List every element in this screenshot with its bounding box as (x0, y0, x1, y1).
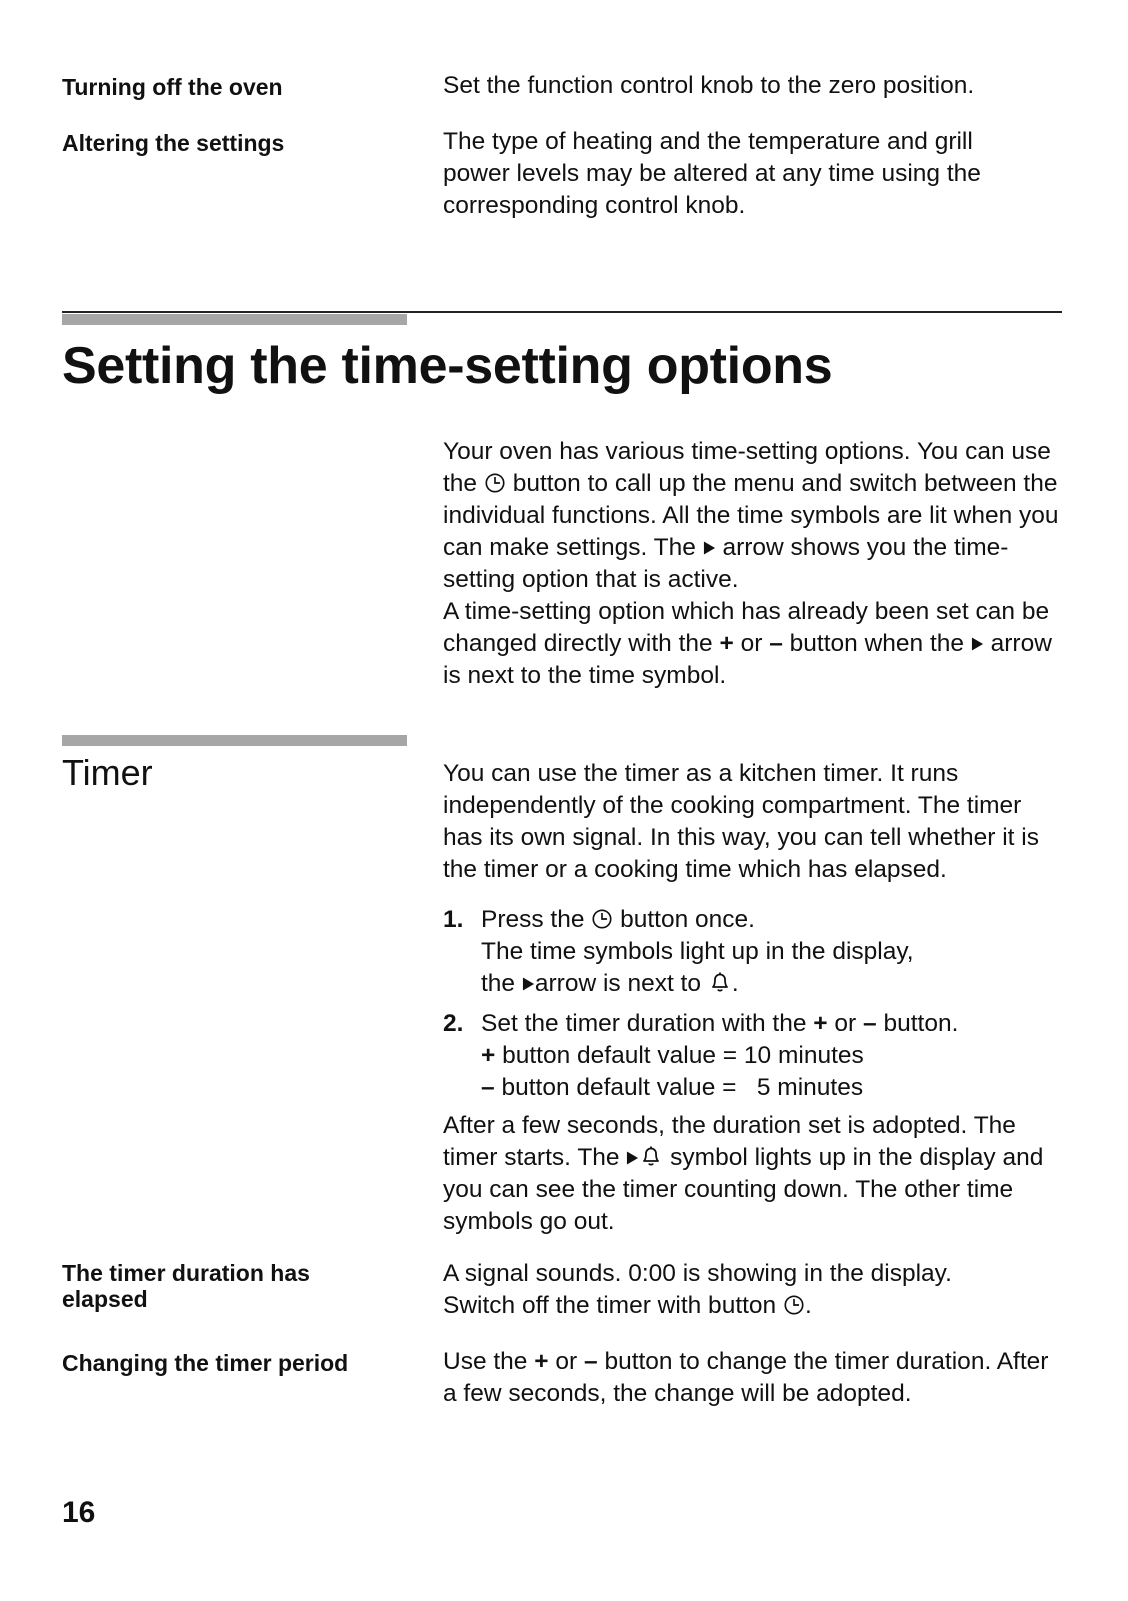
intro-paragraph-1: Your oven has various time-setting options. You can use the button to call up the menu and switch between the individual functions. All the time symbols are lit when you can make settings. The arrow shows you the time-setting option that is active. (443, 438, 1059, 593)
plus-symbol: + (719, 630, 734, 657)
timer-elapsed-label: The timer duration has elapsed (62, 1260, 310, 1312)
section-grey-bar (62, 314, 407, 325)
turning-off-label: Turning off the oven (62, 74, 283, 100)
intro-paragraph-2: A time-setting option which has already been set can be changed directly with the + or – button when the arrow is next to the time symbol. (443, 598, 1052, 689)
step-number: 2. (443, 1010, 464, 1037)
timer-intro: You can use the timer as a kitchen timer. It runs independently of the cooking compartment. The timer has its own signal. In this way, you can tell whether it is the timer or a cooking time which has elapsed. (443, 760, 1039, 883)
minus-symbol: – (481, 1074, 495, 1101)
clock-icon (783, 1294, 805, 1316)
timer-steps (443, 904, 1063, 1104)
minus-symbol: – (583, 1348, 598, 1375)
changing-timer-text: Use the + or – button to change the timer duration. After a few seconds, the change will be adopted. (443, 1348, 1049, 1407)
plus-symbol: + (813, 1010, 828, 1037)
altering-settings-text: The type of heating and the temperature and grill power levels may be altered at any time using the corresponding control knob. (443, 128, 981, 219)
timer-after: After a few seconds, the duration set is adopted. The timer starts. The symbol lights up in the display and you can see the timer counting down. The other time symbols go out. (443, 1112, 1044, 1235)
section-title: Setting the time-setting options (62, 337, 833, 395)
bell-icon (708, 970, 732, 994)
changing-timer-label: Changing the timer period (62, 1350, 349, 1376)
minus-symbol: – (863, 1010, 877, 1037)
altering-settings-label: Altering the settings (62, 130, 285, 156)
step-1: 1. Press the button once. The time symbols light up in the display, the arrow is next to . (443, 906, 914, 997)
plus-symbol: + (534, 1348, 549, 1375)
arrow-icon (971, 636, 984, 652)
arrow-icon (626, 1150, 639, 1166)
turning-off-text: Set the function control knob to the zero position. (443, 72, 975, 99)
bell-icon (639, 1144, 663, 1168)
section-rule (62, 311, 1062, 313)
arrow-icon (522, 976, 535, 992)
timer-title: Timer (62, 752, 153, 793)
page-number: 16 (62, 1496, 96, 1529)
section-intro (443, 436, 1063, 692)
plus-symbol: + (481, 1042, 496, 1069)
timer-elapsed-text: A signal sounds. 0:00 is showing in the display. Switch off the timer with button . (443, 1260, 952, 1319)
timer-grey-bar (62, 735, 407, 746)
minus-symbol: – (769, 630, 783, 657)
arrow-icon (703, 540, 716, 556)
clock-icon (591, 908, 613, 930)
step-number: 1. (443, 906, 464, 933)
step-2: 2. Set the timer duration with the + or – button. + button default value = 10 minutes – button default value = 5 minutes (443, 1010, 959, 1101)
clock-icon (484, 472, 506, 494)
